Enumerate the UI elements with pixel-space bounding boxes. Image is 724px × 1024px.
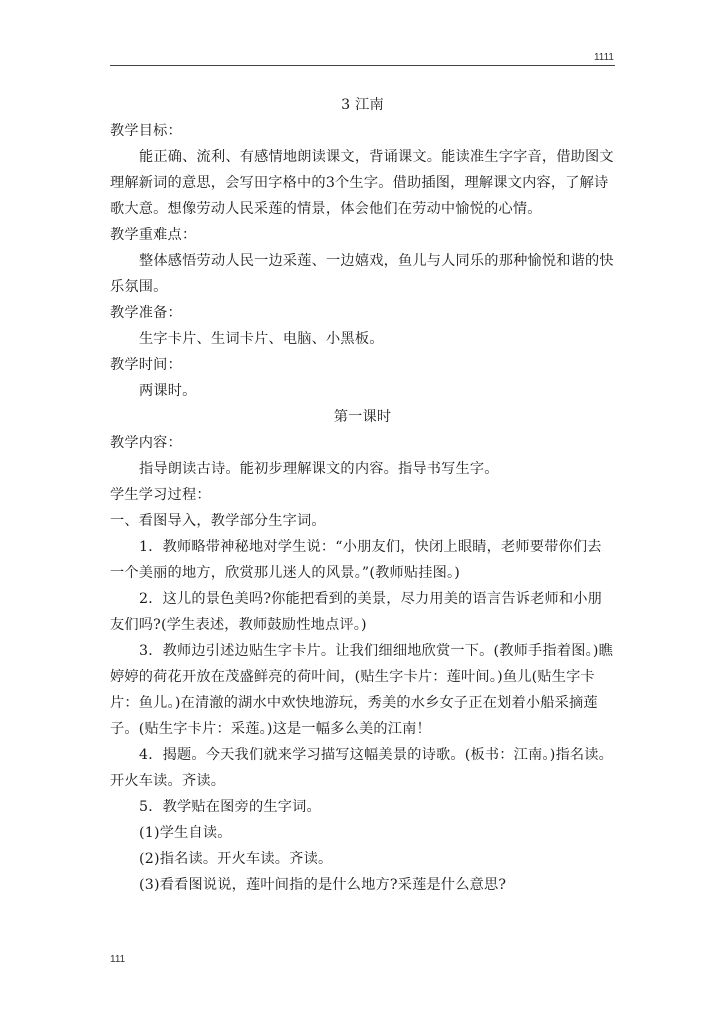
process-heading: 学生学习过程： — [110, 487, 211, 503]
footer-page-number: 111 — [110, 954, 126, 965]
substep-1: (1)学生自读。 — [139, 825, 232, 841]
part1-heading: 一、看图导入，教学部分生字词。 — [110, 513, 326, 529]
key-points-text: 整体感悟劳动人民一边采莲、一边嬉戏，鱼儿与人同乐的那种愉悦和谐的快乐氛围。 — [110, 253, 614, 295]
first-lesson-title: 第一课时 — [333, 409, 392, 425]
step-1: 1．教师略带神秘地对学生说：“小朋友们，快闭上眼睛，老师要带你们去一个美丽的地方，欣赏那儿迷人的风景。”(教师贴挂图。) — [110, 539, 602, 581]
header-rule — [110, 65, 615, 66]
preparation-heading: 教学准备： — [110, 305, 182, 321]
time-heading: 教学时间： — [110, 357, 182, 373]
step-5: 5．教学贴在图旁的生字词。 — [139, 799, 321, 815]
substep-3: (3)看看图说说，莲叶间指的是什么地方?采莲是什么意思? — [139, 877, 507, 893]
step-2: 2．这儿的景色美吗?你能把看到的美景，尽力用美的语言告诉老师和小朋友们吗?(学生表述，教师鼓励性地点评。) — [110, 591, 603, 633]
content-heading: 教学内容： — [110, 435, 182, 451]
lesson-title: 3 江南 — [341, 97, 384, 113]
document-body — [110, 92, 615, 898]
step-3: 3．教师边引述边贴生字卡片。让我们细细地欣赏一下。(教师手指着图。)瞧婷婷的荷花开放在茂盛鲜亮的荷叶间，(贴生字卡片：莲叶间。)鱼儿(贴生字卡片：鱼儿。)在清澈的湖水中欢快地游玩，秀美的水乡女子正在划着小船采摘莲子。(贴生字卡片：采莲。)这是一幅多么美的江南！ — [110, 643, 613, 737]
key-points-heading: 教学重难点： — [110, 227, 197, 243]
goals-heading: 教学目标： — [110, 123, 182, 139]
time-text: 两课时。 — [139, 383, 197, 399]
goals-text: 能正确、流利、有感情地朗读课文，背诵课文。能读准生字字音，借助图文理解新词的意思，会写田字格中的3个生字。借助插图，理解课文内容，了解诗歌大意。想像劳动人民采莲的情景，体会他们在劳动中愉悦的心情。 — [110, 149, 614, 217]
substep-2: (2)指名读。开火车读。齐读。 — [139, 851, 333, 867]
step-4: 4．揭题。今天我们就来学习描写这幅美景的诗歌。(板书：江南。)指名读。开火车读。齐读。 — [110, 747, 613, 789]
content-text: 指导朗读古诗。能初步理解课文的内容。指导书写生字。 — [139, 461, 499, 477]
header-page-number: 1111 — [593, 52, 614, 63]
preparation-text: 生字卡片、生词卡片、电脑、小黑板。 — [139, 331, 384, 347]
